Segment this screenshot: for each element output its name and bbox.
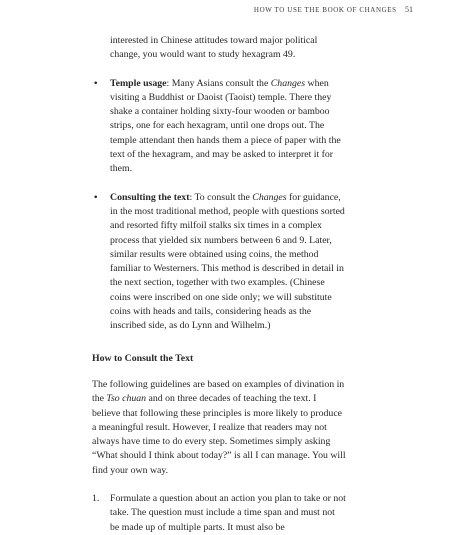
bullet-text: for guidance, in the most traditional method, people with questions sorted and resorted fifty milfoil stalks six times in a complex process that yielded six numbers between 6 and 9. Later, similar results were obtained using coins, the method familiar to Westerners. This method is described in detail in the next section, together with two examples. (Chinese coins were inscribed on one side only; we will substitute coins with heads and tails, considering heads as the inscribed side, as do Lynn and Wilhelm.): [110, 191, 345, 332]
bullet-italic: Changes: [252, 191, 287, 203]
bullet-icon: •: [94, 191, 98, 203]
bullet-text: : Many Asians consult the: [166, 77, 271, 89]
bullet-text: : To consult the: [189, 191, 253, 203]
section-heading: How to Consult the Text: [92, 352, 194, 364]
continuation-paragraph: interested in Chinese attitudes toward major political change, you would want to study hexagram 49.: [110, 35, 318, 61]
bullet-italic: Changes: [270, 77, 306, 89]
paragraph-text: The following guidelines are based on examples of divination in the: [92, 378, 345, 405]
body-text: [92, 34, 346, 535]
item-text: Formulate a question about an action you plan to take or not take. The question must include a time span and must not be made up of multiple parts. It must also be: [110, 493, 346, 533]
guidelines-paragraph: [92, 378, 346, 478]
bullet-icon: •: [94, 77, 98, 89]
paragraph-text: and on three decades of teaching the text. I believe that following these principles is more likely to produce a meaningful result. However, I realize that readers may not always have time to do every step. Sometimes simply asking “What should I think about today?” is all I can manage. You will find your own way.: [92, 393, 346, 476]
bullet-temple-usage: [92, 77, 346, 177]
bullet-consulting-text: [92, 191, 346, 334]
running-header: [254, 5, 413, 14]
page-number: 51: [405, 5, 413, 14]
bullet-lead: Consulting the text: [110, 191, 190, 203]
bullet-lead: Temple usage: [110, 77, 167, 89]
numbered-item: [92, 492, 346, 535]
running-title: HOW TO USE THE BOOK OF CHANGES: [253, 6, 397, 14]
bullet-text: when visiting a Buddhist or Daoist (Taoist) temple. There they shake a container holding sixty-four wooden or bamboo strips, one for each hexagram, until one drops out. The temple attendant then hands them a piece of paper with the text of the hexagram, and may be asked to interpret it for them.: [110, 77, 341, 175]
item-number: 1.: [92, 493, 100, 505]
paragraph-italic: Tso chuan: [106, 393, 147, 405]
